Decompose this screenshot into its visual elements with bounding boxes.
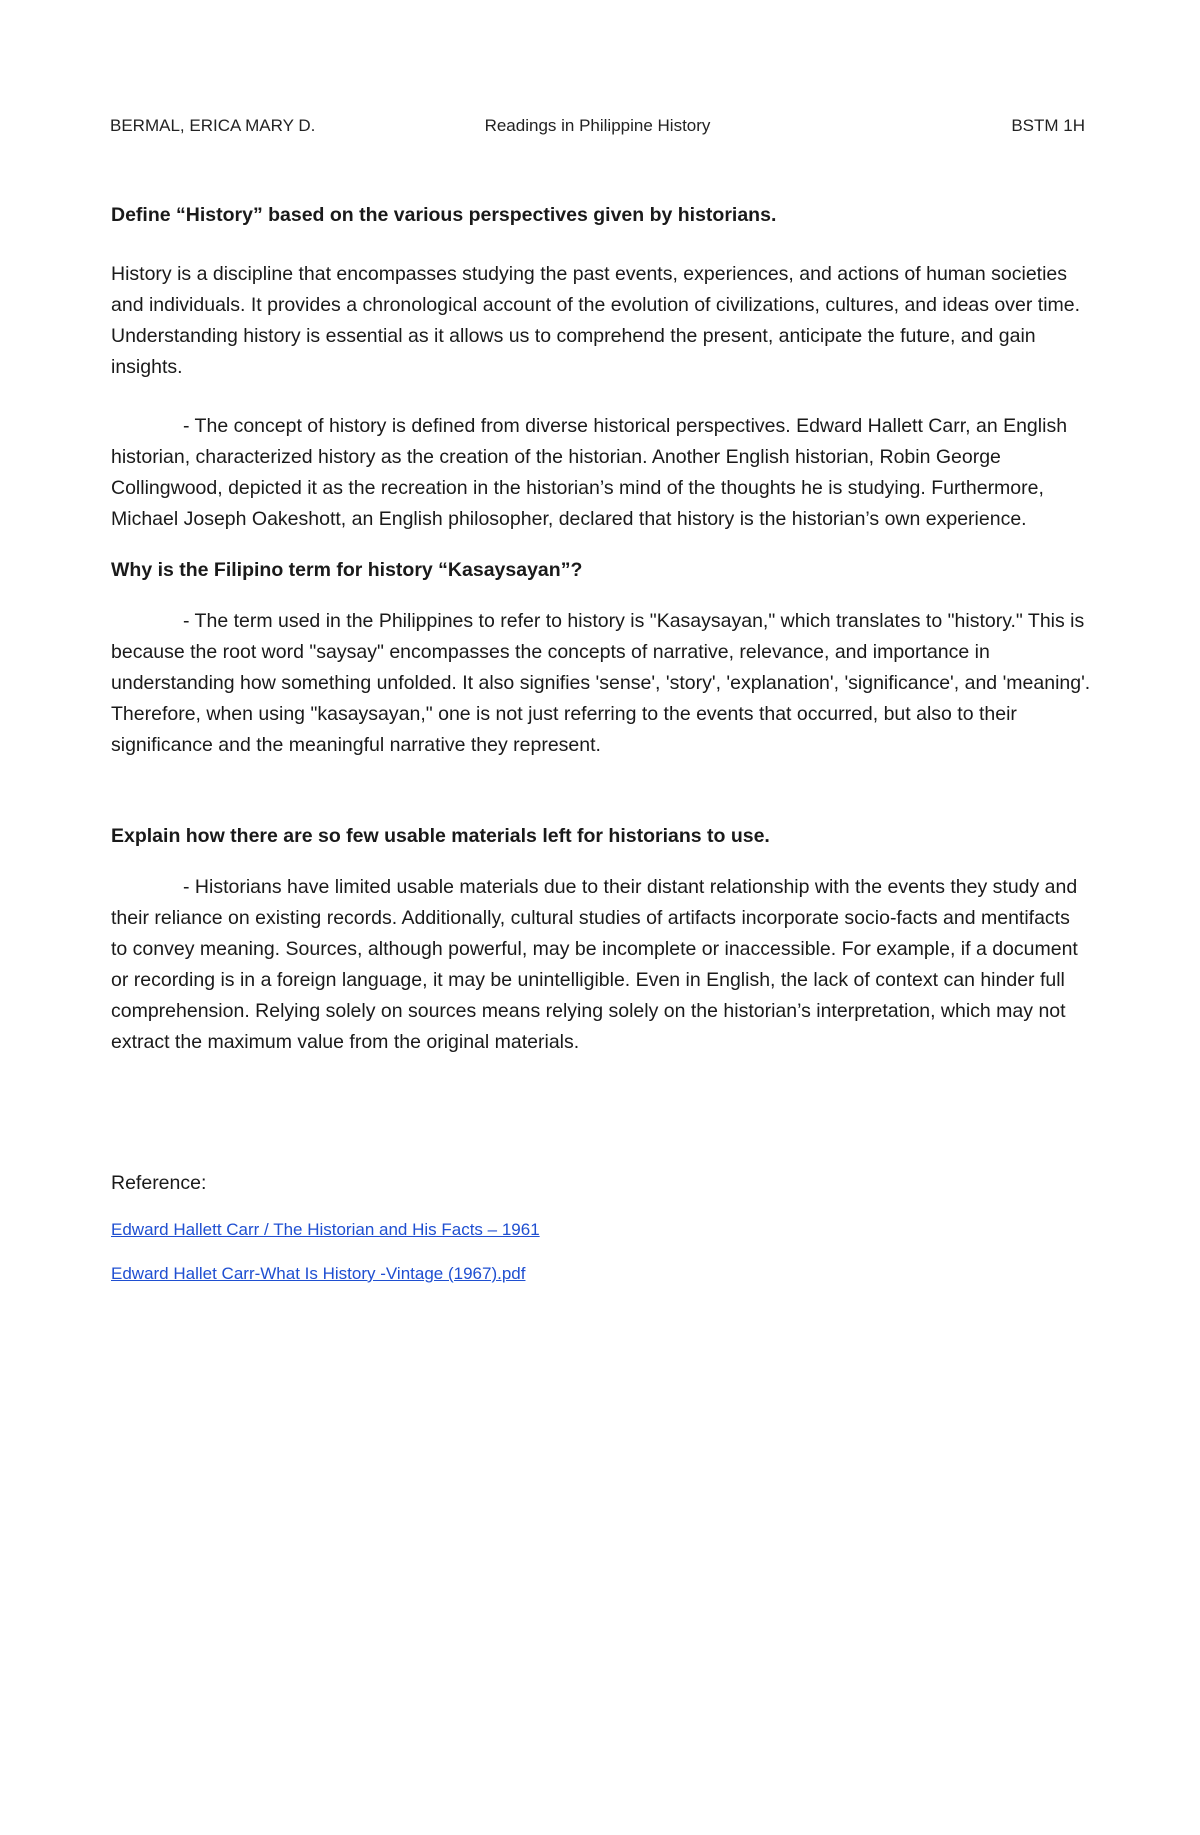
answer-2: - The term used in the Philippines to refer to history is "Kasaysayan," which translates to "history." This is because the root word "saysay" encompasses the concepts of narrative, relevance, and importance in understanding how something unfolded. It also signifies 'sense', 'story', 'explanation', 'significance', and 'meaning'. Therefore, when using "kasaysayan," one is not just referring to the events that occurred, but also to their significance and the meaningful narrative they represent. bbox=[111, 610, 1091, 756]
spacer bbox=[111, 761, 1091, 821]
question-3: Explain how there are so few usable materials left for historians to use. bbox=[111, 825, 770, 847]
spacer bbox=[111, 1199, 1091, 1217]
reference-heading: Reference: bbox=[111, 1172, 207, 1194]
spacer bbox=[111, 231, 1091, 259]
spacer bbox=[111, 383, 1091, 411]
author-name: BERMAL, ERICA MARY D. bbox=[110, 116, 316, 135]
question-1: Define “History” based on the various perspectives given by historians. bbox=[111, 204, 777, 226]
spacer bbox=[111, 1243, 1091, 1261]
section-code: BSTM 1H bbox=[1011, 116, 1085, 135]
course-title: Readings in Philippine History bbox=[484, 116, 711, 135]
spacer bbox=[111, 586, 1091, 606]
answer-3: - Historians have limited usable materials due to their distant relationship with the events they study and their reliance on existing records. Additionally, cultural studies of artifacts incorporate socio-facts and mentifacts to convey meaning. Sources, although powerful, may be incomplete or inaccessible. For example, if a document or recording is in a foreign language, it may be unintelligible. Even in English, the lack of context can hinder full comprehension. Relying solely on sources means relying solely on the historian’s interpretation, which may not extract the maximum value from the original materials. bbox=[111, 876, 1078, 1053]
spacer bbox=[111, 1058, 1091, 1168]
spacer bbox=[111, 852, 1091, 872]
reference-link-1[interactable]: Edward Hallett Carr / The Historian and His Facts – 1961 bbox=[111, 1220, 540, 1239]
question-2: Why is the Filipino term for history “Kasaysayan”? bbox=[111, 559, 583, 581]
answer-1-paragraph-1: History is a discipline that encompasses studying the past events, experiences, and actions of human societies and individuals. It provides a chronological account of the evolution of civilizations, cultures, and ideas over time. Understanding history is essential as it allows us to comprehend the present, anticipate the future, and gain insights. bbox=[111, 263, 1081, 378]
reference-link-2[interactable]: Edward Hallet Carr-What Is History -Vintage (1967).pdf bbox=[111, 1264, 526, 1283]
page-header bbox=[110, 116, 1085, 140]
document-body bbox=[111, 200, 1091, 1287]
answer-1-paragraph-2: - The concept of history is defined from diverse historical perspectives. Edward Hallett Carr, an English historian, characterized history as the creation of the historian. Another English historian, Robin George Collingwood, depicted it as the recreation in the historian’s mind of the thoughts he is studying. Furthermore, Michael Joseph Oakeshott, an English philosopher, declared that history is the historian’s own experience. bbox=[111, 415, 1068, 530]
spacer bbox=[111, 535, 1091, 555]
